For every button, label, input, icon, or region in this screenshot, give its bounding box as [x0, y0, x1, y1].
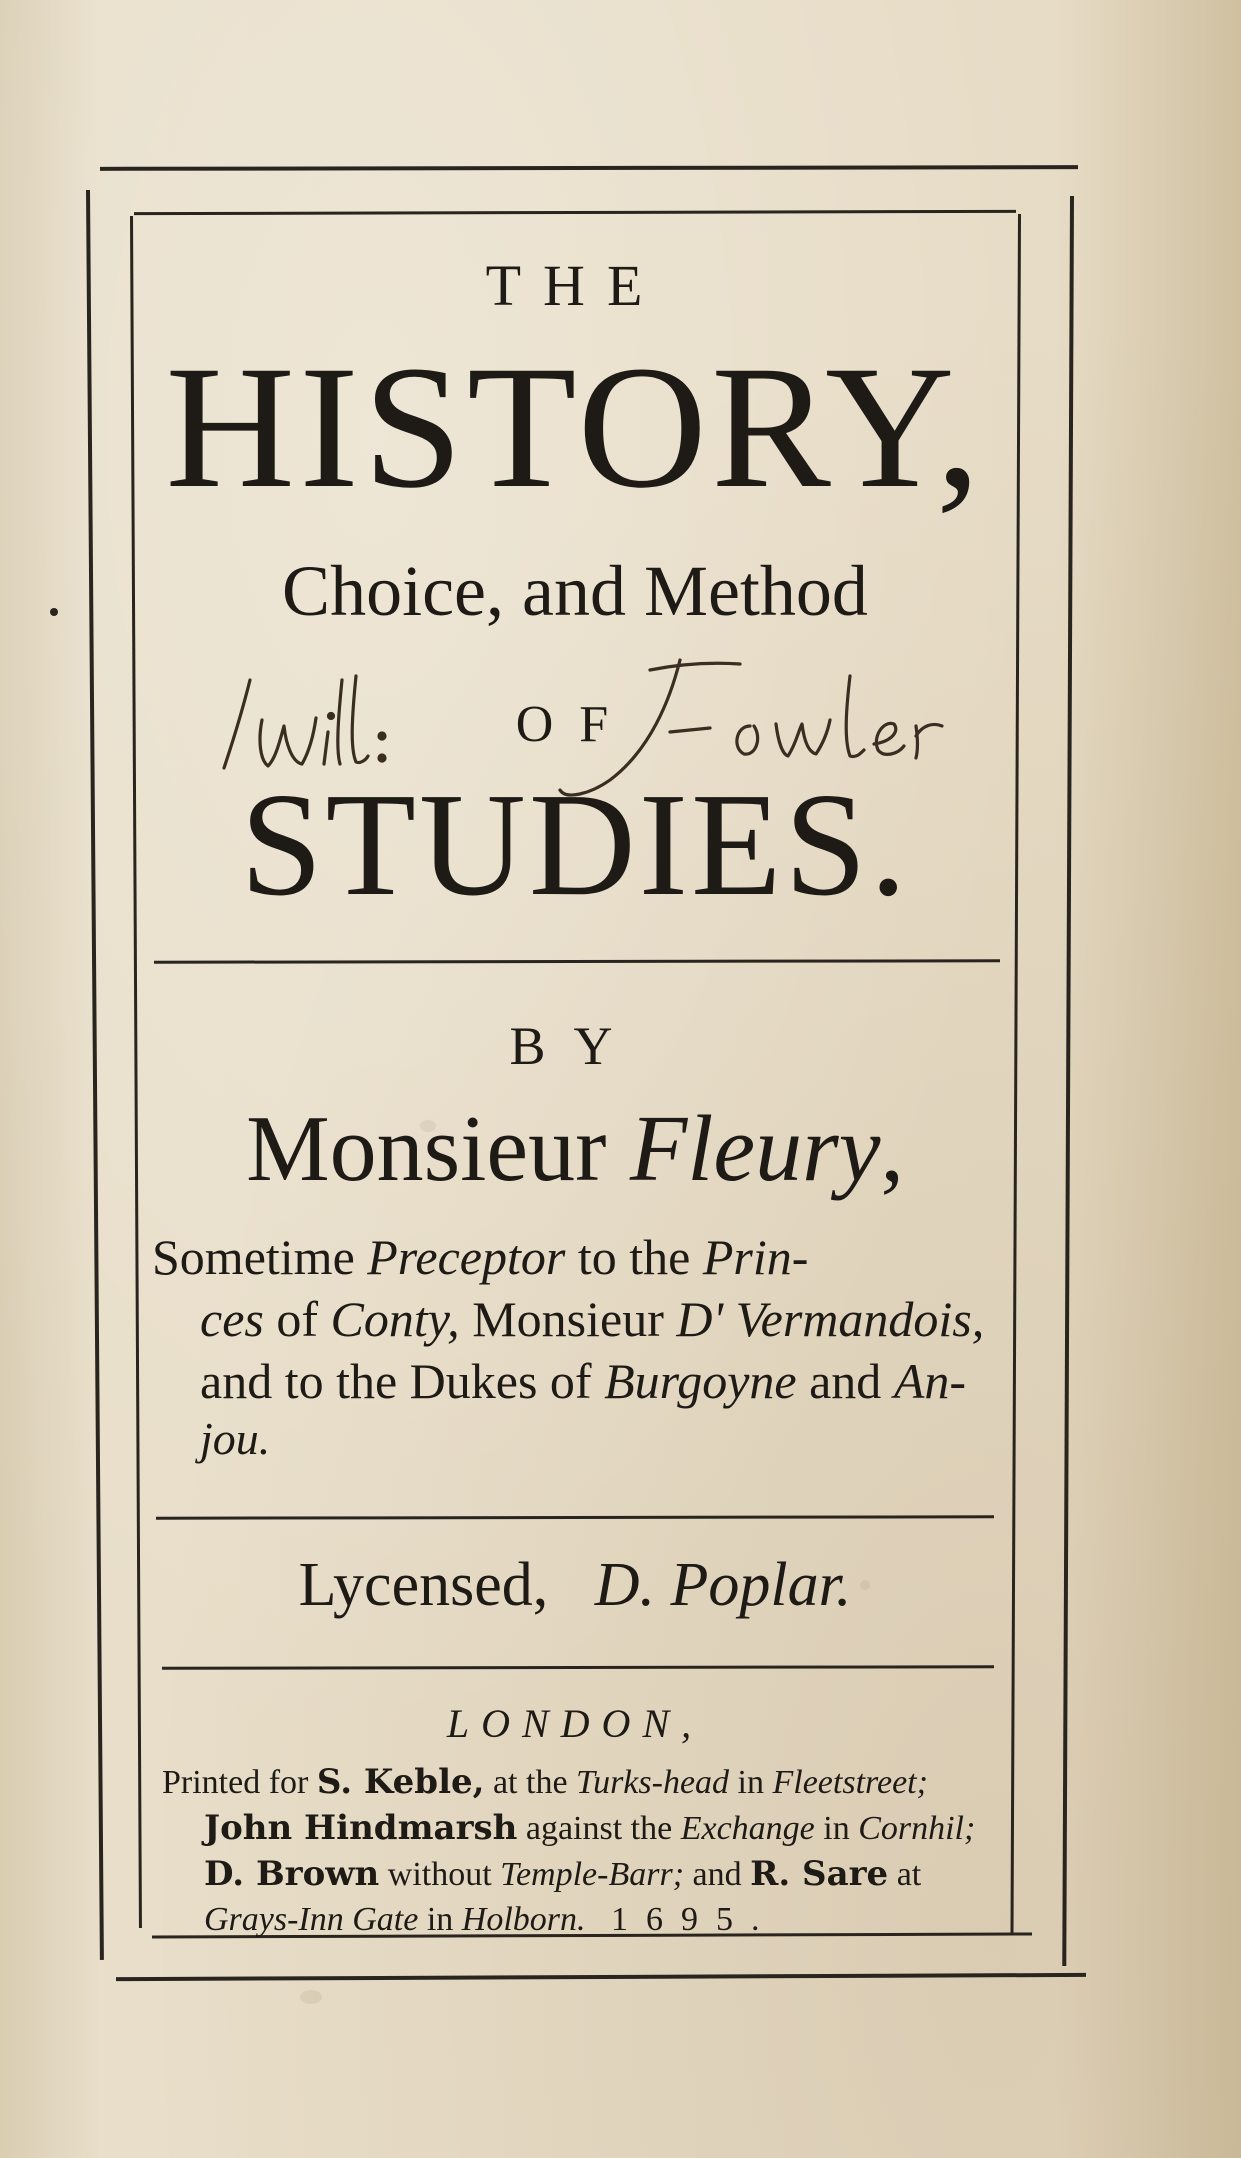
description-line-4: jou. — [200, 1413, 271, 1464]
description-line-2 — [200, 1290, 1060, 1348]
divider-rule — [162, 1665, 994, 1669]
imprint-line-2 — [204, 1806, 1064, 1851]
imprint-text: against the — [525, 1810, 673, 1847]
desc-text: to the — [577, 1229, 691, 1285]
inner-border-top — [134, 210, 1016, 215]
imprint-text: in — [823, 1810, 850, 1847]
author-line — [130, 1095, 1020, 1203]
licenser-name: D. Poplar. — [594, 1551, 852, 1619]
imprint-italic: Grays-Inn Gate — [204, 1901, 419, 1938]
desc-text: and — [809, 1353, 882, 1409]
title-of: OF — [515, 696, 635, 753]
desc-text: Sometime — [152, 1229, 355, 1285]
license-line — [130, 1550, 1020, 1621]
imprint-italic: Turks-head — [576, 1764, 730, 1801]
desc-italic: An- — [893, 1353, 967, 1409]
desc-italic: Burgoyne — [604, 1353, 797, 1409]
title-studies: STUDIES. — [240, 763, 910, 927]
imprint-text: without — [387, 1856, 492, 1893]
imprint-blackletter: S. Keble, — [316, 1762, 485, 1802]
imprint-line-4 — [204, 1898, 1064, 1942]
imprint-blackletter: R. Sare — [750, 1854, 889, 1894]
imprint-text: in — [426, 1901, 454, 1938]
desc-text: and to the Dukes of — [200, 1353, 592, 1409]
imprint-year: 1695. — [611, 1901, 778, 1938]
license-label: Lycensed, — [298, 1551, 549, 1619]
divider-rule — [154, 959, 1000, 963]
imprint-city: LONDON, — [446, 1701, 704, 1746]
outer-border-left — [86, 190, 104, 1960]
imprint-blackletter: John Hindmarsh — [204, 1808, 518, 1848]
imprint-line-1 — [162, 1760, 1022, 1805]
handwritten-signature — [210, 640, 1030, 810]
imprint-text: Printed for — [162, 1764, 309, 1801]
imprint-blackletter: D. Brown — [204, 1854, 380, 1894]
imprint-line-3 — [204, 1852, 1064, 1897]
author-name: Fleury — [629, 1097, 881, 1201]
imprint-text: at the — [492, 1764, 568, 1801]
imprint-italic: Holborn. — [461, 1901, 586, 1938]
desc-text: of — [276, 1291, 318, 1347]
imprint-italic: Exchange — [680, 1810, 815, 1847]
paper-stain — [300, 1990, 322, 2004]
desc-italic: ces — [200, 1291, 264, 1347]
desc-italic: Preceptor — [367, 1229, 566, 1285]
outer-border-right — [1062, 196, 1074, 1966]
title-history: HISTORY, — [165, 330, 985, 525]
imprint-italic: Cornhil; — [858, 1810, 976, 1847]
desc-italic: Prin- — [702, 1229, 809, 1285]
outer-border-top — [100, 165, 1078, 171]
divider-rule — [156, 1515, 994, 1519]
imprint-italic: Fleetstreet; — [772, 1764, 928, 1801]
title-subtitle: Choice, and Method — [282, 551, 868, 631]
author-comma: , — [880, 1097, 904, 1201]
imprint-text: at — [896, 1856, 922, 1893]
imprint-text: in — [737, 1764, 764, 1801]
desc-italic: D' Vermandois, — [676, 1291, 985, 1347]
imprint-text: and — [692, 1856, 742, 1893]
desc-italic: Conty, — [330, 1291, 460, 1347]
description-line-1 — [152, 1228, 1012, 1286]
by-label: BY — [509, 1016, 641, 1076]
description-line-3 — [200, 1352, 1060, 1410]
author-prefix: Monsieur — [246, 1097, 607, 1201]
title-the: THE — [485, 253, 665, 318]
desc-text: Monsieur — [472, 1291, 664, 1347]
ink-dot — [50, 608, 58, 616]
imprint-italic: Temple-Barr; — [500, 1856, 685, 1893]
outer-border-bottom — [116, 1973, 1086, 1981]
